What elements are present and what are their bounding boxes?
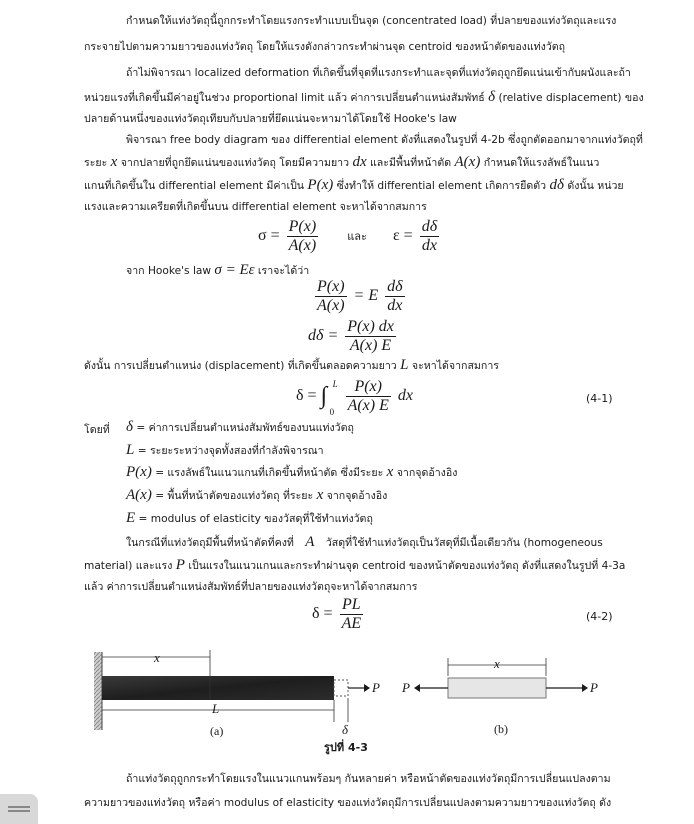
force-arrowhead-a [364, 684, 370, 692]
equation-ddelta: dδ = $\frac{P(x) dx}{A(x) E}$ [308, 318, 394, 354]
text-line: พิจารณา free body diagram ของ differential element ดังที่แสดงในรูปที่ 4-2b ซึ่งถูกตัดออกมาจากแท่งวัตถุที่ [126, 134, 643, 146]
symbol-delta: δ [488, 89, 496, 105]
figure-label-delta: δ [342, 722, 349, 737]
text-line: ความยาวของแท่งวัตถุ หรือค่า modulus of elasticity ของแท่งวัตถุมีการเปลี่ยนแปลงตามความยาวของแท่งวัตถุ ดัง [84, 797, 612, 809]
figure-label-x-b: x [494, 656, 500, 671]
definition-row: δ = ค่าการเปลี่ยนตำแหน่งสัมพัทธ์ของบนแท่งวัตถุ [126, 419, 354, 435]
text-line: จาก Hooke's law σ = Eε เราจะได้ว่า [126, 262, 310, 278]
text-line: แล้ว ค่าการเปลี่ยนตำแหน่งสัมพัทธ์ที่ปลายของแท่งวัตถุจะหาได้จากสมการ [84, 581, 418, 593]
figure-label-P-left: P [402, 680, 410, 695]
definition-row: A(x) = พื้นที่หน้าตัดของแท่งวัตถุ ที่ระยะ x จากจุดอ้างอิง [126, 487, 388, 503]
figure-label-P-right: P [590, 680, 598, 695]
text-line: material) และแรง P เป็นแรงในแนวแกนและกระทำผ่านจุด centroid ของหน้าตัดของแท่งวัตถุ ดังที่แสดงในรูปที่ 4-3a [84, 557, 626, 573]
where-label: โดยที่ [84, 424, 110, 436]
figure-label-b: (b) [494, 722, 508, 736]
menu-icon [8, 806, 30, 808]
equation-4-2: δ = $\frac{PL}{AE}$ [312, 596, 362, 632]
equation-ratio: $\frac{P(x)}{A(x)}$ = E $\frac{d\delta}{dx}$ [317, 278, 403, 314]
text-line: ในกรณีที่แท่งวัตถุมีพื้นที่หน้าตัดที่คงที่ A วัสดุที่ใช้ทำแท่งวัตถุเป็นวัสดุที่มีเนื้อเดียวกัน (homogeneous [126, 534, 603, 550]
text-line: ถ้าไม่พิจารณา localized deformation ที่เกิดขึ้นที่จุดที่แรงกระทำและจุดที่แท่งวัตถุถูกยึดแน่นเข้ากับผนังและถ้า [126, 67, 631, 79]
text-line: แกนที่เกิดขึ้นใน differential element มีค่าเป็น P(x) ซึ่งทำให้ differential element เกิดการยืดตัว dδ ดังนั้น หน่วย [84, 177, 624, 193]
bar-a [102, 676, 334, 700]
element-b [448, 678, 546, 698]
figure-label-P: P [372, 680, 380, 695]
equation-4-1: δ = ∫ L 0 $\frac{P(x)}{A(x) E}$ dx [296, 378, 413, 417]
text-line: กำหนดให้แท่งวัตถุนี้ถูกกระทำโดยแรงกระทำแบบเป็นจุด (concentrated load) ที่ปลายของแท่งวัตถุและแรง [126, 15, 617, 27]
force-arrowhead-b-right [582, 684, 588, 692]
elongation-outline [334, 680, 348, 696]
text-line: แรงและความเครียดที่เกิดขึ้นบน differential element จะหาได้จากสมการ [84, 201, 427, 213]
text-line: ดังนั้น การเปลี่ยนตำแหน่ง (displacement) ที่เกิดขึ้นตลอดความยาว L จะหาได้จากสมการ [84, 357, 499, 373]
definition-row: E = modulus of elasticity ของวัสดุที่ใช้ทำแท่งวัตถุ [126, 510, 373, 526]
force-arrowhead-b-left [414, 684, 420, 692]
text-line: กระจายไปตามความยาวของแท่งวัตถุ โดยให้แรงดังกล่าวกระทำผ่านจุด centroid ของหน้าตัดของแท่งวัตถุ [84, 41, 566, 53]
equation-number: (4-1) [586, 392, 613, 405]
definition-row: L = ระยะระหว่างจุดทั้งสองที่กำลังพิจารณา [126, 442, 324, 458]
text-line: ถ้าแท่งวัตถุถูกกระทำโดยแรงในแนวแกนพร้อมๆ กันหลายค่า หรือหน้าตัดของแท่งวัตถุมีการเปลี่ยนแปลงตาม [126, 773, 611, 785]
fixed-wall [94, 652, 102, 730]
text-line: ระยะ x จากปลายที่ถูกยึดแน่นของแท่งวัตถุ โดยมีความยาว dx และมีพื้นที่หน้าตัด A(x) กำหนดให้แรงลัพธ์ในแนว [84, 154, 600, 170]
page-menu-tab[interactable] [0, 794, 38, 824]
equation-number: (4-2) [586, 610, 613, 623]
equation-hooke: σ = Eε [214, 262, 255, 278]
figure-label-L: L [212, 701, 220, 716]
figure-label-a: (a) [210, 724, 224, 738]
figure-label-x: x [154, 650, 160, 665]
equation-stress-strain: σ = $\frac{P(x)}{A(x)}$ และ ε = $\frac{d\delta}{dx}$ [258, 218, 438, 254]
figure-caption: รูปที่ 4-3 [324, 741, 368, 754]
text-line: หน่วยแรงที่เกิดขึ้นมีค่าอยู่ในช่วง proportional limit แล้ว ค่าการเปลี่ยนตำแหน่งสัมพัทธ์ δ (relative displacement) ของ [84, 89, 644, 105]
definition-row: P(x) = แรงลัพธ์ในแนวแกนที่เกิดขึ้นที่หน้าตัด ซึ่งมีระยะ x จากจุดอ้างอิง [126, 464, 458, 480]
text-line: ปลายด้านหนึ่งของแท่งวัตถุเทียบกับปลายที่ยึดแน่นจะหามาได้โดยใช้ Hooke's law [84, 113, 457, 125]
